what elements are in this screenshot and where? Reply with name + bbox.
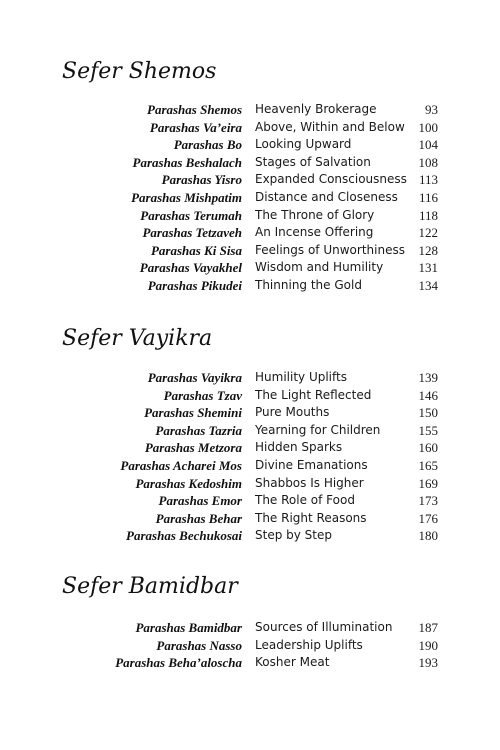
essay-title: The Throne of Glory [255, 207, 375, 222]
toc-entry[interactable] [0, 189, 500, 207]
page-number: 93 [425, 102, 438, 117]
toc-entry[interactable] [0, 119, 500, 137]
section-title: Sefer Vayikra [62, 326, 213, 351]
parasha-name: Parashas Bamidbar [135, 620, 242, 635]
page-number: 134 [418, 277, 438, 293]
essay-title: Stages of Salvation [255, 154, 371, 169]
parasha-name: Parashas Tetzaveh [142, 225, 242, 241]
toc-entry[interactable] [0, 224, 500, 242]
page-number: 146 [418, 387, 438, 403]
essay-title: Distance and Closeness [255, 189, 398, 204]
toc-entry[interactable] [0, 510, 500, 528]
page-number: 190 [418, 637, 438, 653]
entry-list [0, 101, 500, 295]
essay-title: Shabbos Is Higher [255, 475, 364, 490]
essay-title: The Light Reflected [255, 387, 372, 402]
parasha-name: Parashas Acharei Mos [120, 457, 242, 473]
essay-title: Yearning for Children [255, 422, 381, 437]
toc-entry[interactable] [0, 259, 500, 277]
entry-list [0, 619, 500, 672]
toc-entry[interactable] [0, 527, 500, 545]
parasha-name: Parashas Metzora [144, 440, 242, 456]
essay-title: Feelings of Unworthiness [255, 242, 405, 257]
toc-entry[interactable] [0, 101, 500, 119]
parasha-name: Parashas Beha’aloscha [115, 655, 242, 671]
essay-title: Above, Within and Below [255, 119, 405, 134]
essay-title: Divine Emanations [255, 457, 368, 472]
page-number: 113 [418, 172, 438, 188]
page-number: 150 [418, 405, 438, 421]
page-number: 139 [418, 370, 438, 385]
parasha-name: Parashas Ki Sisa [150, 242, 242, 258]
parasha-name: Parashas Bo [173, 137, 242, 153]
page-number: 100 [418, 119, 438, 135]
parasha-name: Parashas Pikudei [147, 277, 242, 293]
toc-entry[interactable] [0, 154, 500, 172]
page-number: 122 [418, 225, 438, 241]
parasha-name: Parashas Mishpatim [131, 189, 242, 205]
parasha-name: Parashas Va’eira [149, 119, 242, 135]
page-number: 187 [418, 620, 438, 635]
parasha-name: Parashas Shemos [147, 102, 242, 117]
page-number: 108 [418, 154, 438, 170]
parasha-name: Parashas Beshalach [132, 154, 242, 170]
toc-entry[interactable] [0, 387, 500, 405]
page-number: 193 [418, 655, 438, 671]
toc-entry[interactable] [0, 492, 500, 510]
essay-title: Thinning the Gold [255, 277, 362, 292]
page-number: 155 [418, 422, 438, 438]
page-number: 169 [418, 475, 438, 491]
toc-entry[interactable] [0, 277, 500, 295]
parasha-name: Parashas Vayikra [147, 370, 242, 385]
entry-list [0, 369, 500, 545]
parasha-name: Parashas Emor [158, 493, 242, 509]
section-title: Sefer Bamidbar [62, 574, 238, 599]
toc-entry[interactable] [0, 439, 500, 457]
toc-entry[interactable] [0, 171, 500, 189]
essay-title: Looking Upward [255, 137, 352, 152]
toc-entry[interactable] [0, 422, 500, 440]
page-number: 160 [418, 440, 438, 456]
essay-title: Step by Step [255, 528, 332, 543]
page-number: 128 [418, 242, 438, 258]
parasha-name: Parashas Vayakhel [139, 260, 242, 276]
page-number: 165 [418, 457, 438, 473]
essay-title: An Incense Offering [255, 225, 374, 240]
essay-title: Hidden Sparks [255, 440, 343, 455]
essay-title: Heavenly Brokerage [255, 102, 377, 116]
page-number: 131 [418, 260, 438, 276]
parasha-name: Parashas Shemini [144, 405, 242, 421]
parasha-name: Parashas Terumah [140, 207, 242, 223]
page-number: 173 [418, 493, 438, 509]
essay-title: Wisdom and Humility [255, 260, 384, 275]
toc-entry[interactable] [0, 637, 500, 655]
essay-title: Humility Uplifts [255, 370, 347, 384]
parasha-name: Parashas Yisro [161, 172, 242, 188]
essay-title: Kosher Meat [255, 655, 330, 670]
toc-entry[interactable] [0, 369, 500, 387]
toc-entry[interactable] [0, 619, 500, 637]
essay-title: The Role of Food [255, 493, 355, 508]
parasha-name: Parashas Tazria [155, 422, 242, 438]
page-number: 180 [418, 528, 438, 544]
page-number: 118 [418, 207, 438, 223]
essay-title: Leadership Uplifts [255, 637, 363, 652]
toc-entry[interactable] [0, 242, 500, 260]
parasha-name: Parashas Bechukosai [126, 528, 242, 544]
essay-title: Pure Mouths [255, 405, 330, 420]
toc-entry[interactable] [0, 404, 500, 422]
toc-entry[interactable] [0, 654, 500, 672]
parasha-name: Parashas Kedoshim [135, 475, 242, 491]
page-number: 176 [418, 510, 438, 526]
toc-entry[interactable] [0, 136, 500, 154]
section-title: Sefer Shemos [62, 59, 217, 84]
essay-title: The Right Reasons [255, 510, 367, 525]
essay-title: Sources of Illumination [255, 620, 393, 634]
page-number: 104 [418, 137, 438, 153]
parasha-name: Parashas Tzav [163, 387, 242, 403]
essay-title: Expanded Consciousness [255, 172, 407, 187]
toc-entry[interactable] [0, 457, 500, 475]
parasha-name: Parashas Behar [155, 510, 242, 526]
toc-entry[interactable] [0, 207, 500, 225]
parasha-name: Parashas Nasso [156, 637, 242, 653]
toc-entry[interactable] [0, 475, 500, 493]
page-number: 116 [418, 189, 438, 205]
